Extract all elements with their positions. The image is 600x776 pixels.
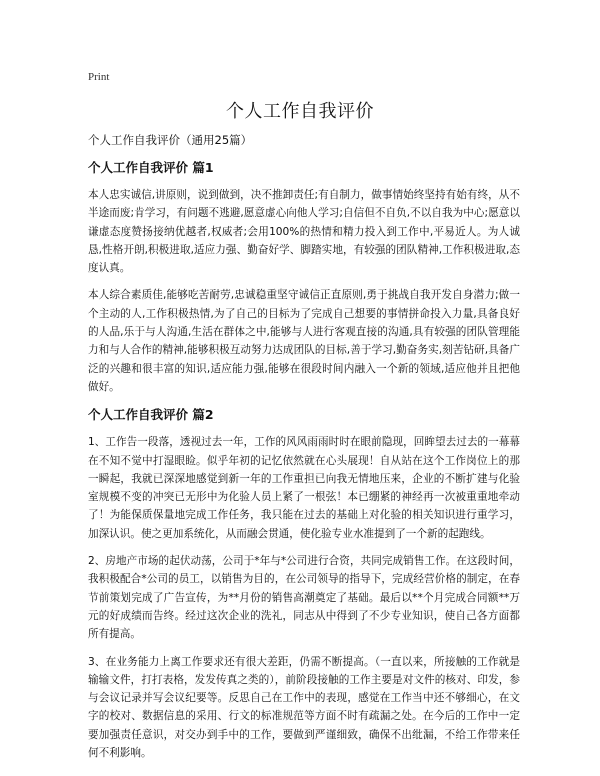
paragraph: 3、在业务能力上离工作要求还有很大差距，仍需不断提高。（一直以来，所接触的工作就是输输文件，打打表格，发发传真之类的），前阶段接触的工作主要是对文件的核对、印发，参与会议记录并写会议纪要等。反思自己在工作中的表现，感觉在工作当中还不够细心，在文字的校对、数据信息的采用、行文的标准规范等方面不时有疏漏之处。在今后的工作中一定要加强责任意识，对交办到手中的工作，要做到严谨细致，确保不出纰漏，不给工作带来任何不利影响。 (88, 655, 520, 760)
paragraph: 2、房地产市场的起伏动荡，公司于*年与*公司进行合资，共同完成销售工作。在这段时间，我积极配合*公司的员工，以销售为目的，在公司领导的指导下，完成经营价格的制定，在春节前策划完成了广告宣传，为**月份的销售高潮奠定了基础。最后以**个月完成合同额**万元的好成绩而告终。经过这次企业的洗礼，同志从中得到了不少专业知识，使自己各方面都所有提高。 (88, 555, 520, 641)
section-heading: 个人工作自我评价 篇1 (88, 160, 214, 175)
print-label: Print (88, 71, 110, 83)
document-subtitle: 个人工作自我评价（通用25篇） (88, 133, 253, 147)
document-title: 个人工作自我评价 (226, 101, 374, 122)
section-heading: 个人工作自我评价 篇2 (88, 407, 214, 423)
paragraph: 本人忠实诚信,讲原则，说到做到，决不推卸责任;有自制力，做事情始终坚持有始有终，从不半途而废;肯学习，有问题不逃避,愿意虚心向他人学习;自信但不自负,不以自我为中心;愿意以谦虚态度赞扬接纳优越者,权威者;会用100%的热情和精力投入到工作中,平易近人。为人诚恳,性格开朗,积极进取,适应力强、勤奋好学、脚踏实地，有较强的团队精神,工作积极进取,态度认真。 (88, 189, 520, 275)
paragraph: 1、工作告一段落，透视过去一年，工作的风风雨雨时时在眼前隐现，回眸望去过去的一幕幕在不知不觉中打湿眼睑。似乎年初的记忆依然就在心头展现！自从站在这个工作岗位上的那一瞬起，我就已深深地感觉到新一年的工作重担已向我无情地压来，企业的不断扩建与化验室规模不变的冲突已无形中为化验人员上紧了一根弦！本已绷紧的神经再一次被重重地牵动了！为能保质保量地完成工作任务，我只能在过去的基础上对化验的相关知识进行重学习，加深认识。使之更加系统化，从而融会贯通，使化验专业水准提到了一个新的起跑线。 (88, 436, 520, 540)
paragraph: 本人综合素质佳,能够吃苦耐劳,忠诚稳重坚守诚信正直原则,勇于挑战自我开发自身潜力;做一个主动的人,工作积极热情,为了自己的目标为了完成自己想要的事情拼命投入力量,具备良好的人品,乐于与人沟通,生活在群体之中,能够与人进行客观直接的沟通,具有较强的团队管理能力和与人合作的精神,能够积极互动努力达成团队的目标,善于学习,勤奋务实,刻苦钻研,具备广泛的兴趣和很丰富的知识,适应能力强,能够在很段时间内融入一个新的领域,适应他并且把他做好。 (88, 289, 520, 393)
section-1 (88, 158, 520, 396)
section-2 (88, 405, 520, 762)
document-body (88, 158, 520, 771)
